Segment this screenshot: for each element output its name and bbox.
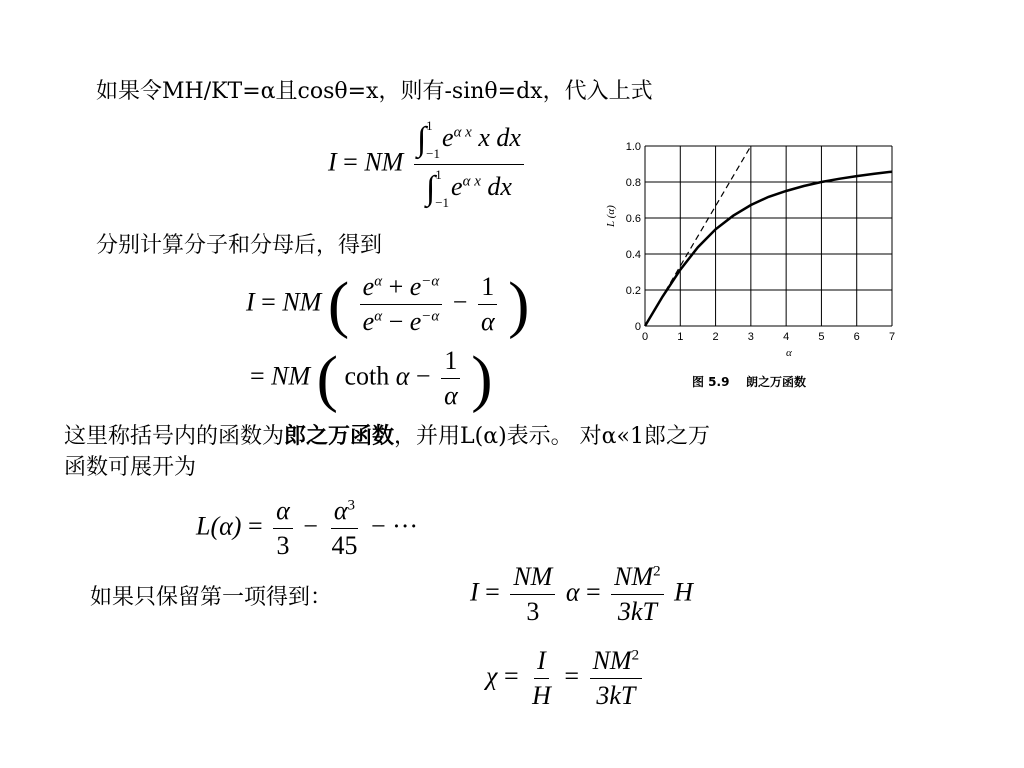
x-tick-label: 2: [712, 331, 719, 343]
y-axis-label: L (α): [605, 205, 617, 227]
x-tick-label: 4: [783, 331, 790, 343]
y-tick-label: 0.6: [625, 213, 641, 225]
formula-first-term: I = $\frac{NM}{3}$ α = $\frac{NM^2}{3kT}$ H: [470, 562, 693, 626]
formula-integral: I = NM ∫ 1 −1 $e^{\alpha x}$ x dx ∫ 1 −1 $e^{\alpha x}$ dx: [328, 118, 528, 211]
y-tick-label: 1.0: [625, 141, 641, 153]
x-tick-label: 1: [677, 331, 684, 343]
y-tick-label: 0.2: [625, 285, 641, 297]
x-tick-label: 7: [888, 331, 896, 343]
intro-line: 如果令MH/KT=α且cosθ=x，则有-sinθ=dx，代入上式: [96, 79, 653, 104]
integral-fraction: ∫ 1 −1 $e^{\alpha x}$ x dx ∫ 1 −1 $e^{\alpha x}$ dx: [414, 118, 524, 211]
figure-caption: 朗之万函数: [746, 375, 807, 389]
formula-ratio: I = NM ( $\frac{e^\alpha + e^{-\alpha}}{e^\alpha - e^{-\alpha}}$ − $\frac{1}{\alpha}$ ): [246, 268, 530, 340]
x-axis-label: α: [786, 347, 792, 359]
expansion-line: 函数可展开为: [64, 455, 197, 480]
langevin-term: 郎之万函数: [284, 423, 395, 449]
x-tick-label: 5: [818, 331, 825, 343]
compute-line: 分别计算分子和分母后，得到: [96, 233, 383, 258]
series-langevin-curve: [645, 172, 892, 326]
first-term-line: 如果只保留第一项得到：: [90, 585, 333, 610]
figure-number: 图 5.9: [692, 375, 730, 389]
formula-susceptibility: χ = $\frac{I}{H}$ = $\frac{NM^2}{3kT}$: [486, 646, 646, 711]
chart-grid: [645, 146, 892, 326]
y-tick-label: 0.4: [625, 249, 641, 261]
formula-series: L(α) = $\frac{\alpha}{3}$ − $\frac{\alpha^3}{45}$ − ···: [196, 496, 419, 560]
langevin-definition: 这里称括号内的函数为郎之万函数，并用L(α)表示。 对α«1郎之万: [64, 423, 710, 449]
x-tick-label: 6: [853, 331, 860, 343]
formula-coth: = NM ( coth α − $\frac{1}{\alpha}$ ): [250, 342, 493, 414]
x-tick-label: 3: [747, 331, 754, 343]
langevin-chart: [600, 132, 910, 402]
y-tick-label: 0: [634, 321, 641, 333]
y-tick-label: 0.8: [625, 177, 641, 189]
series-dashed-line: [645, 146, 751, 326]
x-tick-label: 0: [641, 331, 649, 343]
chart-ticks: [626, 141, 895, 343]
